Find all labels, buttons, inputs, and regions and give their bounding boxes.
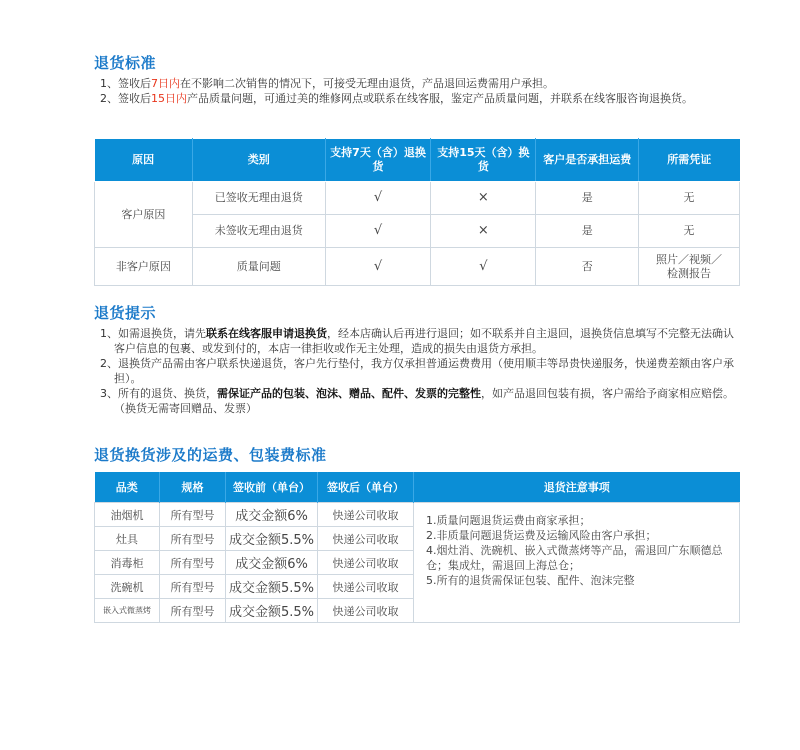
proof-cell: 无 (639, 215, 740, 248)
category-cell: 已签收无理由退货 (192, 182, 325, 215)
proof-cell: 照片／视频／检测报告 (639, 248, 740, 286)
before-cell: 成交金额5.5% (226, 599, 318, 623)
header-7day: 支持7天（含）退换货 (325, 139, 431, 182)
proof-cell: 无 (639, 182, 740, 215)
table-header-row (95, 472, 740, 503)
check-icon: √ (325, 182, 431, 215)
spec-cell: 所有型号 (160, 575, 226, 599)
fee-cell: 否 (536, 248, 639, 286)
after-cell: 快递公司收取 (318, 551, 414, 575)
return-standard-table (94, 138, 740, 286)
reason-non-customer: 非客户原因 (95, 248, 193, 286)
after-cell: 快递公司收取 (318, 527, 414, 551)
check-icon: √ (325, 248, 431, 286)
header-category: 类别 (192, 139, 325, 182)
before-cell: 成交金额6% (226, 551, 318, 575)
header-fee: 客户是否承担运费 (536, 139, 639, 182)
spec-cell: 所有型号 (160, 503, 226, 527)
category-cell: 嵌入式微蒸烤 (95, 599, 160, 623)
fee-cell: 是 (536, 182, 639, 215)
tip-3: 3、所有的退货、换货，需保证产品的包装、泡沫、赠品、配件、发票的完整性，如产品退回包装有损，客户需给予商家相应赔偿。（换货无需寄回赠品、发票） (100, 387, 734, 415)
category-cell: 质量问题 (192, 248, 325, 286)
tip-2: 2、退换货产品需由客户联系快递退货，客户先行垫付，我方仅承担普通运费费用（使用顺丰等昂贵快递服务，快递费差额由客户承担）。 (100, 357, 734, 385)
cross-icon: × (431, 215, 536, 248)
before-cell: 成交金额6% (226, 503, 318, 527)
spec-cell: 所有型号 (160, 551, 226, 575)
return-tips-text (94, 326, 740, 416)
category-cell: 洗碗机 (95, 575, 160, 599)
reason-customer: 客户原因 (95, 182, 193, 248)
tip-1: 1、如需退换货，请先联系在线客服申请退换货，经本店确认后再进行退回；如不联系并自主退回，退换货信息填写不完整无法确认客户信息的包裹、或发到付的，本店一律拒收或作无主处理，造成的损失由退货方承担。 (100, 327, 734, 355)
section-title-fee-standard: 退货换货涉及的运费、包装费标准 (94, 446, 327, 464)
category-cell: 未签收无理由退货 (192, 215, 325, 248)
before-cell: 成交金额5.5% (226, 575, 318, 599)
header-proof: 所需凭证 (639, 139, 740, 182)
table-row (95, 248, 740, 286)
after-cell: 快递公司收取 (318, 503, 414, 527)
return-standard-text (94, 76, 740, 106)
note-line: 5.所有的退货需保证包装、配件、泡沫完整 (426, 574, 635, 587)
standard-line-1: 1、签收后7日内在不影响二次销售的情况下，可接受无理由退货，产品退回运费需用户承担。 (100, 77, 554, 90)
note-line: 2.非质量问题退货运费及运输风险由客户承担； (426, 529, 657, 542)
table-row (95, 503, 740, 527)
header-after: 签收后（单台） (318, 472, 414, 503)
standard-line-2: 2、签收后15日内产品质量问题，可通过美的维修网点或联系在线客服，鉴定产品质量问题，并联系在线客服咨询退换货。 (100, 92, 693, 105)
section-title-return-standard: 退货标准 (94, 54, 157, 72)
check-icon: √ (325, 215, 431, 248)
category-cell: 油烟机 (95, 503, 160, 527)
notes-cell (414, 503, 740, 623)
spec-cell: 所有型号 (160, 527, 226, 551)
table-header-row (95, 139, 740, 182)
category-cell: 消毒柜 (95, 551, 160, 575)
cross-icon: × (431, 182, 536, 215)
note-line: 1.质量问题退货运费由商家承担； (426, 514, 591, 527)
header-reason: 原因 (95, 139, 193, 182)
section-title-return-tips: 退货提示 (94, 304, 157, 322)
fee-standard-table (94, 472, 740, 623)
category-cell: 灶具 (95, 527, 160, 551)
header-15day: 支持15天（含）换货 (431, 139, 536, 182)
header-category: 品类 (95, 472, 160, 503)
after-cell: 快递公司收取 (318, 599, 414, 623)
note-line: 4.烟灶消、洗碗机、嵌入式微蒸烤等产品，需退回广东顺德总仓；集成灶，需退回上海总仓； (426, 544, 723, 572)
header-before: 签收前（单台） (226, 472, 318, 503)
header-spec: 规格 (160, 472, 226, 503)
table-row (95, 182, 740, 215)
check-icon: √ (431, 248, 536, 286)
before-cell: 成交金额5.5% (226, 527, 318, 551)
fee-cell: 是 (536, 215, 639, 248)
spec-cell: 所有型号 (160, 599, 226, 623)
header-notes: 退货注意事项 (414, 472, 740, 503)
after-cell: 快递公司收取 (318, 575, 414, 599)
